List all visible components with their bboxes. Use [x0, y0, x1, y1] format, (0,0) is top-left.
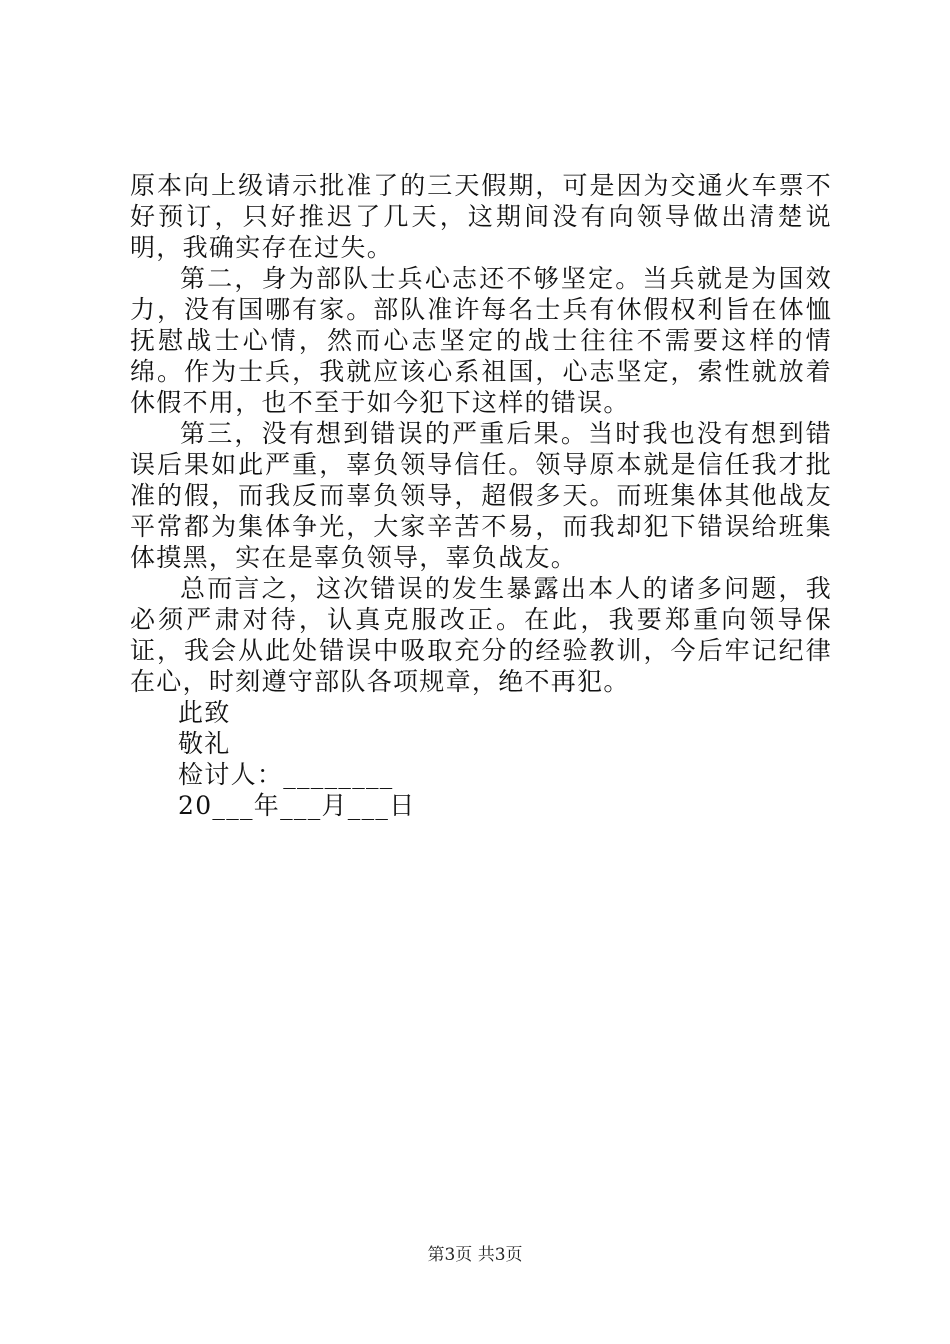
closing-salutation: 此致 [178, 698, 231, 727]
paragraph-1: 原本向上级请示批准了的三天假期，可是因为交通火车票不好预订，只好推迟了几天，这期间没有向领导做出清楚说明，我确实存在过失。 [130, 171, 832, 262]
signer-line: 检讨人：________ [178, 760, 394, 789]
document-body [130, 170, 832, 821]
paragraph-3: 第三，没有想到错误的严重后果。当时我也没有想到错误后果如此严重，辜负领导信任。领导原本就是信任我才批准的假，而我反而辜负领导，超假多天。而班集体其他战友平常都为集体争光，大家辛苦不易，而我却犯下错误给班集体摸黑，实在是辜负领导，辜负战友。 [130, 419, 832, 572]
date-line: 20___年___月___日 [178, 791, 416, 820]
paragraph-2: 第二，身为部队士兵心志还不够坚定。当兵就是为国效力，没有国哪有家。部队准许每名士兵有休假权利旨在体恤抚慰战士心情，然而心志坚定的战士往往不需要这样的情绵。作为士兵，我就应该心系祖国，心志坚定，索性就放着休假不用，也不至于如今犯下这样的错误。 [130, 264, 832, 417]
paragraph-4: 总而言之，这次错误的发生暴露出本人的诸多问题，我必须严肃对待，认真克服改正。在此，我要郑重向领导保证，我会从此处错误中吸取充分的经验教训，今后牢记纪律在心，时刻遵守部队各项规章，绝不再犯。 [130, 574, 832, 696]
closing-regards: 敬礼 [178, 729, 231, 758]
page-indicator: 第3页 共3页 [427, 1245, 523, 1265]
page-footer [0, 1244, 950, 1266]
